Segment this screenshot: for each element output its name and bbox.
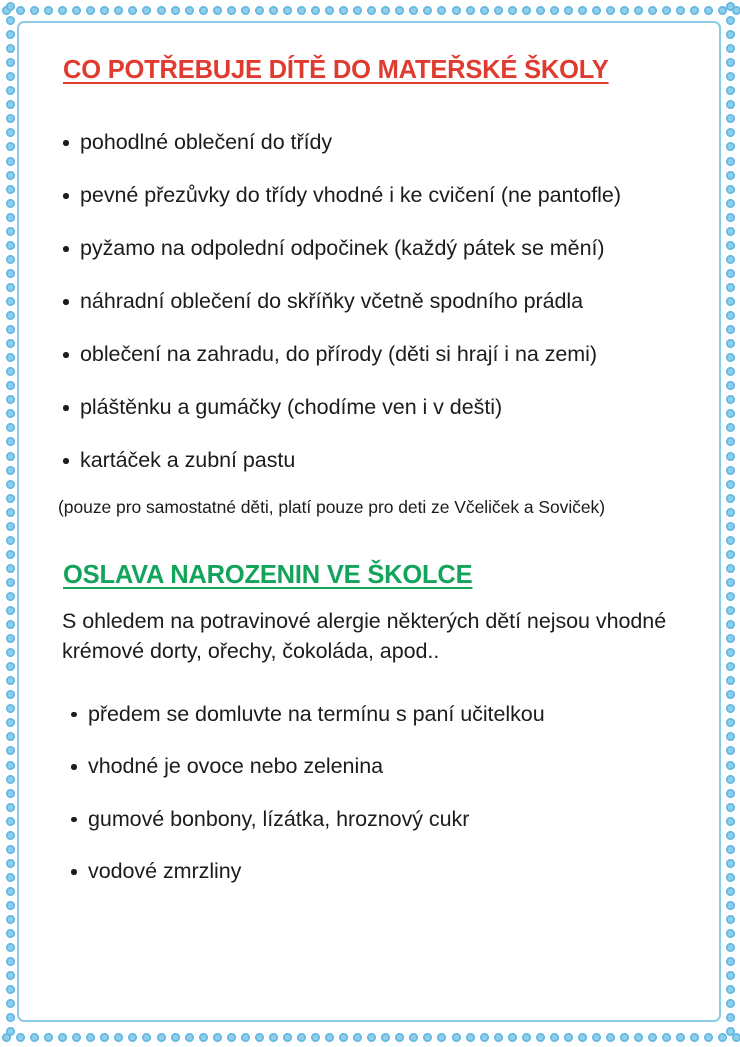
list-item: pevné přezůvky do třídy vhodné i ke cvičení (ne pantofle): [80, 182, 700, 210]
list-item: oblečení na zahradu, do přírody (děti si hrají i na zemi): [80, 341, 700, 369]
party-paragraph: S ohledem na potravinové alergie některých dětí nejsou vhodné krémové dorty, ořechy, čokoláda, apod..: [62, 608, 667, 664]
list-item: pohodlné oblečení do třídy: [80, 129, 700, 157]
list-item: pláštěnku a gumáčky (chodíme ven i v dešti): [80, 394, 700, 422]
list-item: kartáček a zubní pastu: [80, 447, 700, 475]
list-item: vhodné je ovoce nebo zelenina: [88, 753, 700, 781]
list-item: gumové bonbony, lízátka, hroznový cukr: [88, 806, 700, 834]
list-item: pyžamo na odpolední odpočinek (každý pátek se mění): [80, 235, 700, 263]
page-title-needs: CO POTŘEBUJE DÍTĚ DO MATEŘSKÉ ŠKOLY: [63, 56, 609, 84]
list-item: předem se domluvte na termínu s paní učitelkou: [88, 701, 700, 729]
party-list: [58, 701, 700, 886]
list-item: vodové zmrzliny: [88, 858, 700, 886]
needs-list: [58, 129, 700, 475]
list-item: náhradní oblečení do skříňky včetně spodního prádla: [80, 288, 700, 316]
section-title-party: OSLAVA NAROZENIN VE ŠKOLCE: [63, 560, 473, 589]
needs-note: (pouze pro samostatné děti, platí pouze pro deti ze Včeliček a Soviček): [58, 497, 606, 518]
